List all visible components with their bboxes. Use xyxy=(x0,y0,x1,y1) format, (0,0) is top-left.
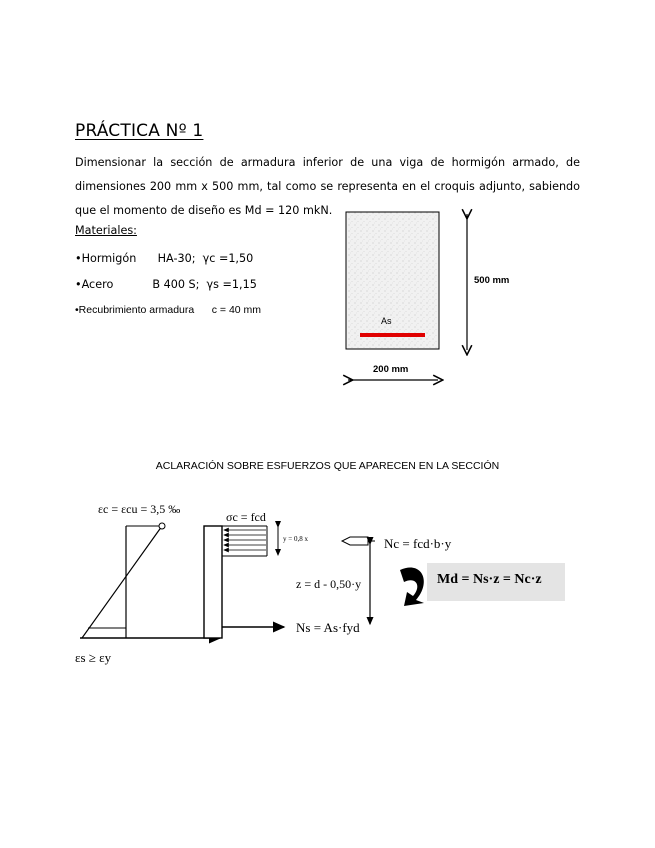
ns-label: Ns = As·fyd xyxy=(296,620,360,635)
statement-line: Dimensionar la sección de armadura inferior de una viga de hormigón armado, de xyxy=(75,156,580,169)
concrete-section xyxy=(346,212,439,349)
nc-arrow xyxy=(342,537,368,545)
as-label: As xyxy=(381,316,392,326)
z-label: z = d - 0,50·y xyxy=(296,577,362,591)
md-box-label: Md = Ns·z = Nc·z xyxy=(437,572,542,587)
stress-label: σc = fcd xyxy=(226,510,266,524)
height-label: 500 mm xyxy=(474,275,510,286)
strain-limit-point xyxy=(159,523,165,529)
section-outline xyxy=(204,526,222,638)
materials-heading: Materiales: xyxy=(75,224,137,237)
strain-bottom-label: εs ≥ εy xyxy=(75,650,112,665)
strain-top-label: εc = εcu = 3,5 ‰ xyxy=(98,502,181,516)
beam-section-sketch xyxy=(330,200,550,395)
width-label: 200 mm xyxy=(373,364,409,375)
material-concrete: •Hormigón HA-30; γc =1,50 xyxy=(75,252,254,265)
stress-arrows xyxy=(224,530,266,550)
statement-line: dimensiones 200 mm x 500 mm, tal como se representa en el croquis adjunto, sabiendo xyxy=(75,180,580,193)
strain-profile xyxy=(82,526,162,638)
block-depth-label: y = 0,8 x xyxy=(283,535,308,543)
page-title: PRÁCTICA Nº 1 xyxy=(75,121,204,141)
statement-line: que el momento de diseño es Md = 120 mkN. xyxy=(75,204,333,217)
moment-arrow xyxy=(400,567,424,606)
material-cover: •Recubrimiento armadura c = 40 mm xyxy=(75,304,262,316)
diagram-heading: ACLARACIÓN SOBRE ESFUERZOS QUE APARECEN EN LA SECCIÓN xyxy=(155,460,500,472)
material-steel: •Acero B 400 S; γs =1,15 xyxy=(75,278,257,291)
nc-label: Nc = fcd·b·y xyxy=(384,536,452,551)
